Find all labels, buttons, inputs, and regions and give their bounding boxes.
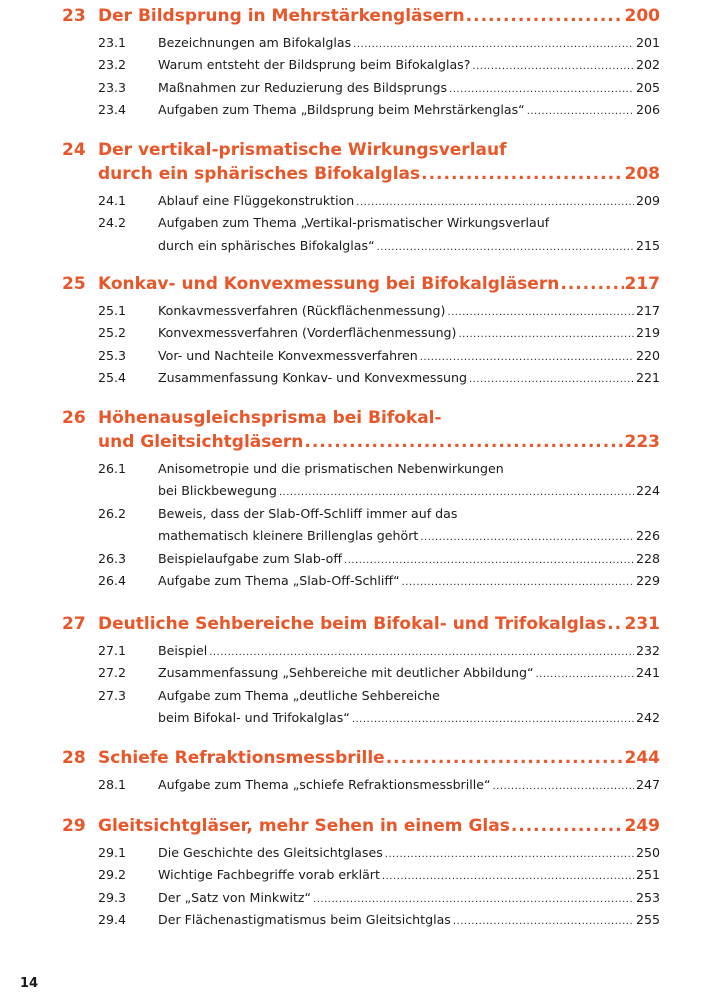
section-page-number: 206 [635, 102, 660, 118]
section-title: Beispielaufgabe zum Slab-off [158, 550, 343, 566]
section-title: durch ein sphärisches Bifokalglas“ [158, 237, 375, 253]
section-number: 26.2 [98, 505, 127, 521]
chapter-heading-line [0, 746, 708, 770]
section-entry-line [0, 367, 708, 389]
chapter-page-number: 223 [624, 432, 660, 452]
chapter-title: Gleitsichtgläser, mehr Sehen in einem Glas [98, 816, 510, 836]
section-entry-line [0, 570, 708, 592]
section-number: 23.3 [98, 79, 127, 95]
chapter-heading-line [0, 430, 708, 454]
chapter-page-number: 208 [624, 164, 660, 184]
section-title: bei Blickbewegung [158, 483, 277, 499]
section-entry-line [0, 345, 708, 367]
section-number: 27.2 [98, 665, 127, 681]
dot-leader [511, 814, 624, 838]
dot-leader [466, 4, 624, 28]
page-number: 14 [20, 976, 39, 991]
chapter-number: 23 [62, 6, 86, 26]
dot-leader [209, 642, 634, 664]
section-title: Der „Satz von Minkwitz“ [158, 889, 312, 905]
section-title: Konvexmessverfahren (Vorderflächenmessung) [158, 325, 457, 341]
chapter-title: Schiefe Refraktionsmessbrille [98, 748, 385, 768]
dot-leader [453, 911, 634, 933]
section-page-number: 220 [635, 347, 660, 363]
section-title: Warum entsteht der Bildsprung beim Bifokalglas? [158, 57, 471, 73]
dot-leader [421, 162, 623, 186]
chapter-title: Höhenausgleichsprisma bei Bifokal- [98, 408, 442, 428]
dot-leader [279, 482, 634, 504]
section-entry-line [0, 480, 708, 502]
section-number: 23.2 [98, 57, 127, 73]
section-entry-line [0, 235, 708, 257]
section-entry-line [0, 190, 708, 212]
dot-leader [402, 572, 634, 594]
dot-leader [420, 347, 634, 369]
section-title: Zusammenfassung Konkav- und Konvexmessung [158, 370, 467, 386]
dot-leader [344, 550, 634, 572]
section-page-number: 241 [635, 665, 660, 681]
dot-leader [386, 746, 624, 770]
section-number: 25.2 [98, 325, 127, 341]
dot-leader [353, 34, 634, 56]
section-title: Der Flächenastigmatismus beim Gleitsichtglas [158, 912, 451, 928]
dot-leader [535, 664, 633, 686]
chapter-number: 28 [62, 748, 86, 768]
section-page-number: 228 [635, 550, 660, 566]
chapter-page-number: 244 [624, 748, 660, 768]
section-page-number: 250 [635, 845, 660, 860]
chapter-page-number: 217 [624, 274, 660, 294]
section-title: Anisometropie und die prismatischen Nebenwirkungen [158, 461, 504, 476]
section-entry-line [0, 842, 708, 864]
section-number: 25.4 [98, 370, 127, 386]
chapter-heading-line [0, 4, 708, 28]
dot-leader [382, 866, 634, 888]
dot-leader [493, 776, 634, 798]
section-title: Beispiel [158, 643, 208, 658]
section-entry-line [0, 887, 708, 909]
section-page-number: 255 [635, 912, 660, 928]
section-page-number: 224 [635, 483, 660, 499]
section-page-number: 205 [635, 79, 660, 95]
chapter-heading-line [0, 406, 708, 430]
section-number: 26.1 [98, 461, 127, 476]
section-page-number: 253 [635, 889, 660, 905]
section-entry-line [0, 864, 708, 886]
section-title: mathematisch kleinere Brillenglas gehört [158, 528, 419, 544]
section-number: 29.4 [98, 912, 127, 928]
section-title: Aufgabe zum Thema „schiefe Refraktionsmessbrille“ [158, 777, 491, 792]
section-title: Vor- und Nachteile Konvexmessverfahren [158, 347, 418, 363]
section-page-number: 247 [635, 777, 660, 792]
chapter-heading-line [0, 612, 708, 636]
section-title: Aufgaben zum Thema „Vertikal-prismatischer Wirkungsverlauf [158, 215, 550, 231]
chapter-title: und Gleitsichtgläsern [98, 432, 304, 452]
section-entry-line [0, 322, 708, 344]
section-entry-line [0, 503, 708, 525]
section-entry-line [0, 909, 708, 931]
chapter-page-number: 231 [624, 614, 660, 634]
dot-leader [527, 101, 634, 123]
section-number: 27.1 [98, 643, 127, 658]
section-entry-line [0, 662, 708, 684]
chapter-title: Der vertikal-prismatische Wirkungsverlauf [98, 140, 507, 160]
chapter-heading-line [0, 272, 708, 296]
section-number: 29.2 [98, 867, 127, 883]
section-number: 24.2 [98, 215, 127, 231]
section-title: Maßnahmen zur Reduzierung des Bildsprungs [158, 79, 448, 95]
section-number: 28.1 [98, 777, 127, 792]
section-page-number: 229 [635, 573, 660, 588]
dot-leader [447, 302, 634, 324]
section-title: beim Bifokal- und Trifokalglas“ [158, 710, 350, 726]
section-number: 27.3 [98, 687, 127, 703]
section-page-number: 209 [635, 193, 660, 208]
section-title: Aufgabe zum Thema „deutliche Sehbereiche [158, 687, 440, 703]
dot-leader [385, 844, 634, 866]
section-title: Ablauf eine Flüggekonstruktion [158, 193, 355, 208]
section-title: Beweis, dass der Slab-Off-Schliff immer auf das [158, 505, 458, 521]
section-title: Aufgabe zum Thema „Slab-Off-Schliff“ [158, 573, 400, 588]
section-number: 24.1 [98, 193, 127, 208]
section-title: Die Geschichte des Gleitsichtglases [158, 845, 383, 860]
section-page-number: 232 [635, 643, 660, 658]
chapter-number: 29 [62, 816, 86, 836]
section-title: Konkavmessverfahren (Rückflächenmessung) [158, 303, 446, 318]
dot-leader [352, 709, 634, 731]
dot-leader [560, 272, 623, 296]
dot-leader [607, 612, 623, 636]
chapter-number: 27 [62, 614, 86, 634]
chapter-number: 25 [62, 274, 86, 294]
section-number: 29.3 [98, 889, 127, 905]
chapter-heading-line [0, 814, 708, 838]
chapter-heading-line [0, 162, 708, 186]
chapter-title: Deutliche Sehbereiche beim Bifokal- und Trifokalglas [98, 614, 607, 634]
dot-leader [420, 527, 634, 549]
chapter-title: durch ein sphärisches Bifokalglas [98, 164, 421, 184]
section-title: Aufgaben zum Thema „Bildsprung beim Mehrstärkenglas“ [158, 102, 525, 118]
dot-leader [304, 430, 623, 454]
section-entry-line [0, 77, 708, 99]
section-number: 26.3 [98, 550, 127, 566]
chapter-number: 26 [62, 408, 86, 428]
section-entry-line [0, 548, 708, 570]
section-entry-line [0, 458, 708, 480]
section-entry-line [0, 32, 708, 54]
section-page-number: 215 [635, 237, 660, 253]
dot-leader [469, 369, 634, 391]
chapter-page-number: 249 [624, 816, 660, 836]
section-page-number: 226 [635, 528, 660, 544]
section-entry-line [0, 212, 708, 234]
section-page-number: 221 [635, 370, 660, 386]
chapter-page-number: 200 [624, 6, 660, 26]
section-number: 23.1 [98, 35, 127, 50]
section-number: 23.4 [98, 102, 127, 118]
section-title: Bezeichnungen am Bifokalglas [158, 35, 352, 50]
section-page-number: 242 [635, 710, 660, 726]
section-entry-line [0, 640, 708, 662]
section-number: 25.3 [98, 347, 127, 363]
section-number: 25.1 [98, 303, 127, 318]
dot-leader [472, 56, 634, 78]
section-entry-line [0, 774, 708, 796]
dot-leader [449, 79, 634, 101]
dot-leader [356, 192, 634, 214]
chapter-heading-line [0, 138, 708, 162]
section-entry-line [0, 300, 708, 322]
section-entry-line [0, 707, 708, 729]
section-entry-line [0, 685, 708, 707]
dot-leader [458, 324, 633, 346]
section-title: Wichtige Fachbegriffe vorab erklärt [158, 867, 380, 883]
section-number: 26.4 [98, 573, 127, 588]
chapter-number: 24 [62, 140, 86, 160]
section-number: 29.1 [98, 845, 127, 860]
dot-leader [313, 889, 634, 911]
section-entry-line [0, 54, 708, 76]
dot-leader [377, 237, 634, 259]
section-page-number: 217 [635, 303, 660, 318]
section-entry-line [0, 99, 708, 121]
section-page-number: 251 [635, 867, 660, 883]
chapter-title: Der Bildsprung in Mehrstärkengläsern [98, 6, 465, 26]
section-page-number: 219 [635, 325, 660, 341]
section-title: Zusammenfassung „Sehbereiche mit deutlicher Abbildung“ [158, 665, 534, 681]
section-entry-line [0, 525, 708, 547]
chapter-title: Konkav- und Konvexmessung bei Bifokalgläsern [98, 274, 560, 294]
section-page-number: 202 [635, 57, 660, 73]
section-page-number: 201 [635, 35, 660, 50]
